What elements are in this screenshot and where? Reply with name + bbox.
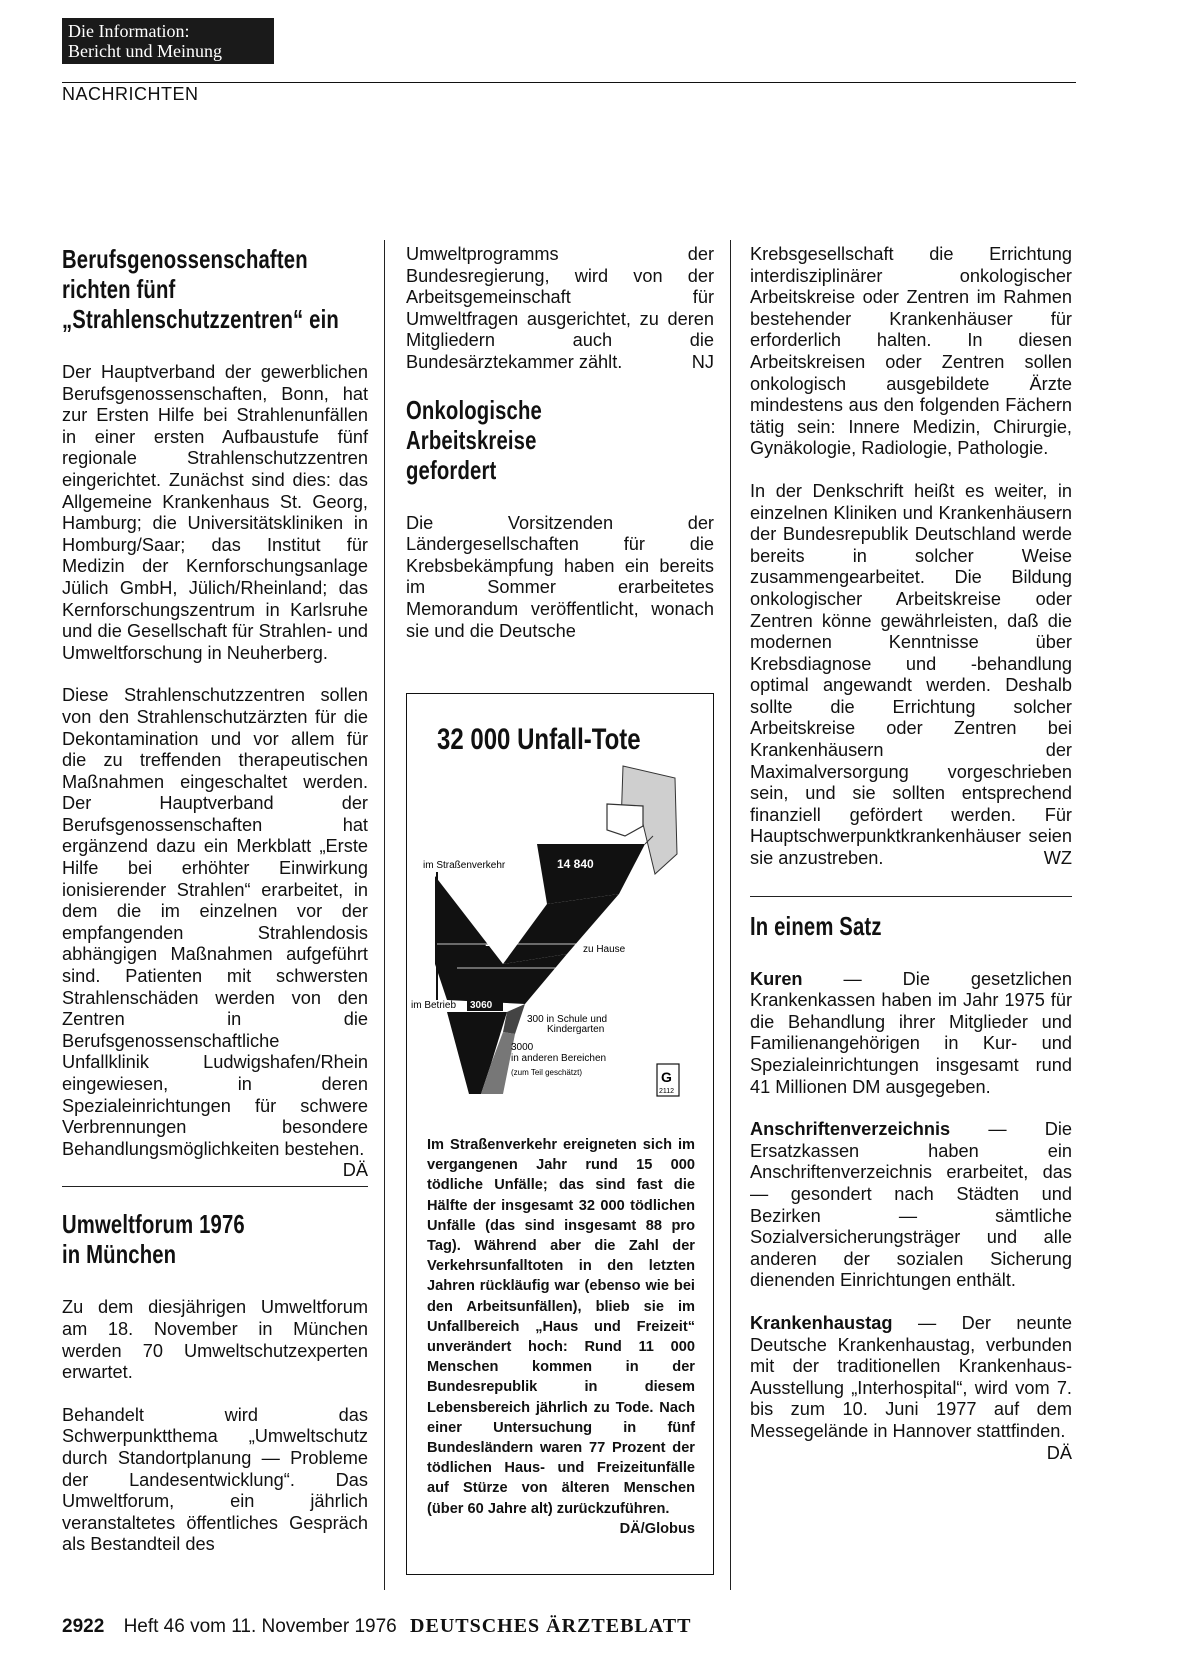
magazine-name: DEUTSCHES ÄRZTEBLATT xyxy=(410,1615,692,1637)
figure-person-arm xyxy=(607,804,643,836)
issue-info: Heft 46 vom 11. November 1976 xyxy=(123,1616,397,1637)
column-3 xyxy=(750,244,1072,1464)
header-rule xyxy=(62,82,1076,83)
column-rule xyxy=(384,240,385,1590)
infobox-unfall-tote xyxy=(406,693,714,1575)
infobox-text: Im Straßenverkehr ereigneten sich im vergangenen Jahr rund 15 000 tödliche Unfälle; das sind fast die Hälfte der insgesamt 32 000 tödlichen Unfälle (das sind insgesamt 88 pro Tag). Während aber die Zahl der Verkehrsunfalltoten in den letzten Jahren rückläufig war (ebenso wie bei den Arbeitsunfällen), blieb sie im Unfallbereich „Haus und Freizeit“ unverändert hoch: Rund 11 000 Menschen kommen in der Bundesrepublik in diesem Lebensbereich jährlich zu Tode. Nach einer Untersuchung in fünf Bundesländern waren 77 Prozent der tödlichen Haus- und Freizeitunfälle auf Stürze von älteren Menschen (über 60 Jahre alt) zurückzuführen. DÄ/Globus xyxy=(427,1135,695,1539)
headline-strahlenschutz: Berufsgenossenschaften richten fünf „Strahlenschutzzentren“ ein xyxy=(62,244,339,334)
figure-band-street xyxy=(537,844,645,904)
headline-umweltforum: Umweltforum 1976 in München xyxy=(62,1209,245,1270)
section-label-box xyxy=(62,18,274,64)
value-zuhause: 11000 xyxy=(485,935,518,949)
article-paragraph: Zu dem diesjährigen Umweltforum am 18. November in München werden 70 Umweltschutzexperten erwartet. xyxy=(62,1297,368,1383)
label-strassenverkehr: im Straßenverkehr xyxy=(423,860,506,871)
author-signature: NJ xyxy=(691,351,714,372)
figure-band-school xyxy=(503,1004,525,1034)
accident-figure xyxy=(407,764,712,1134)
value-betrieb: 3060 xyxy=(470,1000,493,1011)
section-label-line2: Bericht und Meinung xyxy=(68,41,222,61)
globus-logo-letter: G xyxy=(661,1069,672,1085)
article-paragraph: Der Hauptverband der gewerblichen Berufsgenossenschaften, Bonn, hat zur Ersten Hilfe bei Strahlenunfällen in einer ersten Aufbaustufe fünf regionale Strahlenschutzzentren eingerichtet. Zunächst sind dies: das Allgemeine Krankenhaus St. Georg, Hamburg; die Universitätskliniken in Homburg/Saar; das Institut für Medizin der Kernforschungsanlage Jülich GmbH, Jülich/Rheinland; das Kernforschungszentrum in Karlsruhe und die Gesellschaft für Strahlen- und Umweltforschung in Neuherberg. xyxy=(62,362,368,663)
section-title: NACHRICHTEN xyxy=(62,84,199,104)
news-item-term: Kuren xyxy=(750,968,803,989)
label-betrieb: im Betrieb xyxy=(411,1000,457,1011)
author-signature: WZ xyxy=(1043,848,1072,869)
news-item: Kuren — Die gesetzlichen Krankenkassen haben im Jahr 1975 für die Behandlung ihrer Mitglieder und Familienangehörigen in Kur- und Spezialeinrichtungen insgesamt rund 41 Millionen DM ausgegeben. xyxy=(750,968,1072,1097)
globus-logo-number: 2112 xyxy=(659,1088,675,1095)
article-paragraph: Umweltprogramms der Bundesregierung, wird von der Arbeitsgemeinschaft für Umweltfragen ausgerichtet, zu deren Mitgliedern auch die Bundesärztekammer zählt. NJ xyxy=(406,244,714,372)
article-paragraph: Die Vorsitzenden der Ländergesellschaften für die Krebsbekämpfung haben ein bereits im Sommer erarbeitetes Memorandum veröffentlicht, wonach sie und die Deutsche xyxy=(406,512,714,641)
label-zuhause: zu Hause xyxy=(583,944,626,955)
news-item-term: Anschriftenverzeichnis xyxy=(750,1119,951,1140)
page-footer xyxy=(62,1615,691,1638)
column-rule xyxy=(730,240,731,1590)
news-item: Krankenhaustag — Der neunte Deutsche Krankenhaustag, verbunden mit der traditionellen Krankenhaus-Ausstellung „Interhospital“, wird vom 7. bis zum 10. Juni 1977 auf dem Messegelände in Hannover stattfinden. DÄ xyxy=(750,1312,1072,1463)
headline-in-einem-satz: In einem Satz xyxy=(750,910,882,941)
article-divider xyxy=(62,1186,368,1187)
article-paragraph: Diese Strahlenschutzzentren sollen von den Strahlenschutzärzten für die Dekontamination und vor allem für die zu treffenden therapeutischen Maßnahmen eingeschaltet werden. Der Hauptverband der Berufsgenossenschaften hat ergänzend dazu ein Merkblatt „Erste Hilfe bei erhöhter Einwirkung ionisierender Strahlen“ erarbeitet, in dem die im einzelnen vor der empfangenden Strahlendosis abhängigen Maßnahmen aufgeführt sind. Patienten mit schwersten Strahlenschäden werden von den Zentren in die Berufsgenossenschaftliche Unfallklinik Ludwigshafen/Rhein eingewiesen, in deren Spezialeinrichtungen für schwere Verbrennungen besondere Behandlungsmöglichkeiten bestehen. DÄ xyxy=(62,685,368,1181)
article-paragraph: Behandelt wird das Schwerpunktthema „Umweltschutz durch Standortplanung — Probleme der Landesentwicklung“. Das Umweltforum, ein jährlich veranstaltetes öffentliches Gespräch als Bestandteil des xyxy=(62,1404,368,1555)
page-number: 2922 xyxy=(62,1616,105,1637)
label-kindergarten: Kindergarten xyxy=(547,1024,605,1035)
value-andere: 3000 xyxy=(511,1042,534,1053)
article-paragraph: Krebsgesellschaft die Errichtung interdisziplinärer onkologischer Arbeitskreise oder Zentren im Rahmen bestehender Krankenhäuser für erforderlich halten. In diesen Arbeitskreisen oder Zentren sollen onkologisch ausgebildete Ärzte mindestens aus den folgenden Fächern tätig sein: Innere Medizin, Chirurgie, Gynäkologie, Radiologie, Pathologie. xyxy=(750,244,1072,459)
article-divider xyxy=(750,896,1072,897)
infobox-title: 32 000 Unfall-Tote xyxy=(437,723,641,756)
author-signature: DÄ xyxy=(342,1160,368,1181)
headline-onkologie: Onkologische Arbeitskreise gefordert xyxy=(406,394,542,485)
column-2 xyxy=(406,244,714,642)
section-label-line1: Die Information: xyxy=(68,21,190,41)
label-geschaetzt: (zum Teil geschätzt) xyxy=(511,1068,582,1077)
news-item: Anschriftenverzeichnis — Die Ersatzkassen haben ein Anschriftenverzeichnis erarbeitet, das — gesondert nach Städten und Bezirken — sämtliche Sozialversicherungsträger und alle anderen der sozialen Sicherung dienenden Einrichtungen enthält. xyxy=(750,1119,1072,1291)
label-andere: in anderen Bereichen xyxy=(511,1053,607,1064)
column-1 xyxy=(62,244,368,1556)
value-strassenverkehr: 14 840 xyxy=(557,857,594,871)
article-paragraph: In der Denkschrift heißt es weiter, in einzelnen Kliniken und Krankenhäusern der Bundesrepublik Deutschland werde bereits in solcher Weise zusammengearbeitet. Die Bildung onkologischer Arbeitskreise oder Zentren könne gewährleisten, daß die modernen Kenntnisse über Krebsdiagnose und -behandlung optimal angewandt werden. Deshalb sollte die Errichtung solcher Arbeitskreise oder Zentren bei Krankenhäusern der Maximalversorgung vorgeschrieben sein, und sie sollten entsprechend finanziell gefördert werden. Für Hauptschwerpunktkrankenhäuser seien sie anzustreben. WZ xyxy=(750,480,1072,869)
label-schule: 300 in Schule und xyxy=(527,1014,608,1025)
infobox-source: DÄ/Globus xyxy=(619,1520,695,1537)
news-item-term: Krankenhaustag xyxy=(750,1312,893,1333)
author-signature: DÄ xyxy=(1046,1442,1072,1463)
